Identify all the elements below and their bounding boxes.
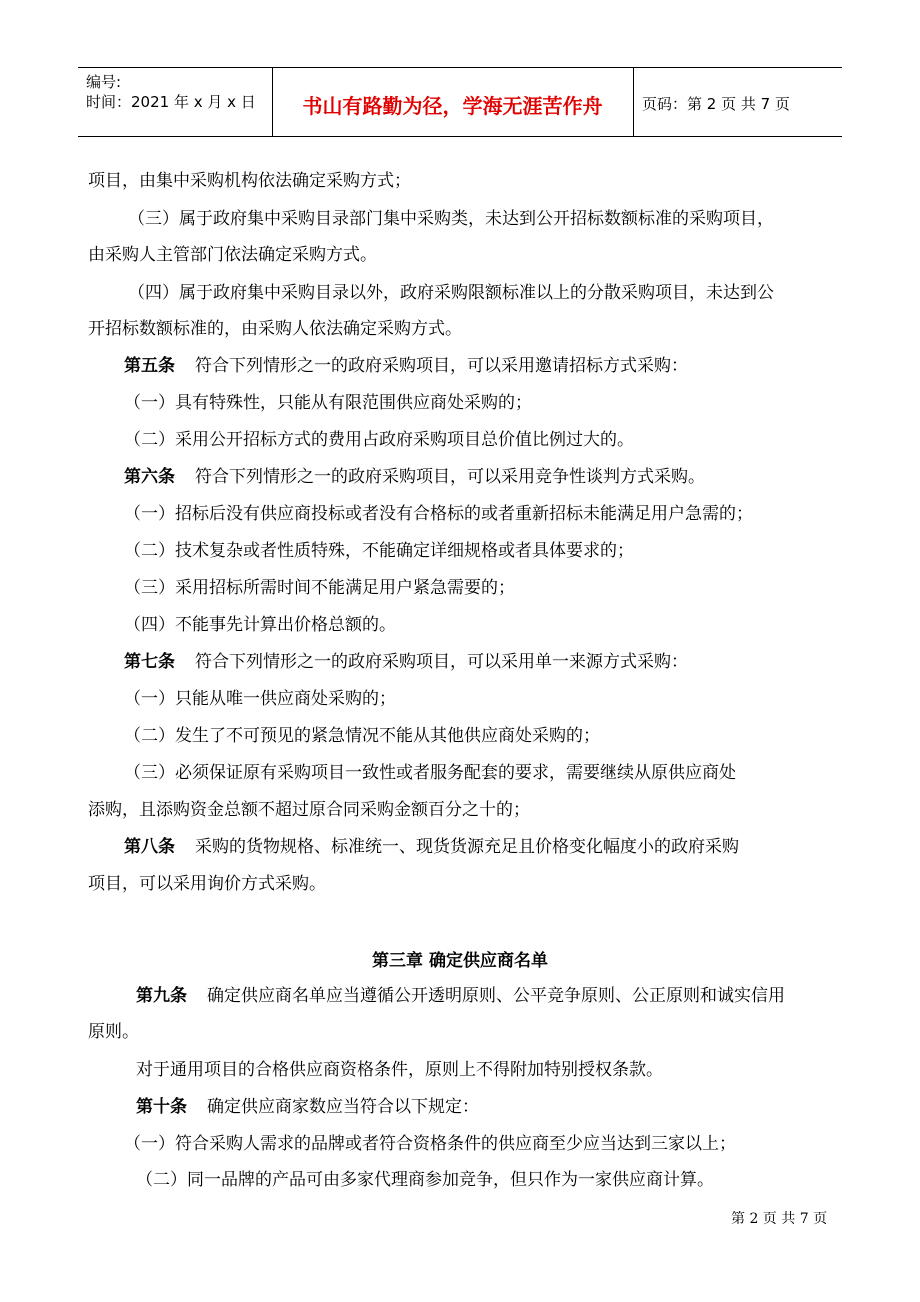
list-item: （一）符合采购人需求的品牌或者符合资格条件的供应商至少应当达到三家以上；: [124, 1134, 736, 1154]
chapter-heading: 第三章 确定供应商名单: [372, 951, 548, 971]
article-text: 符合下列情形之一的政府采购项目，可以采用邀请招标方式采购：: [195, 356, 688, 376]
article-5-heading: [124, 355, 688, 377]
list-item-continuation: 添购，且添购资金总额不超过原合同采购金额百分之十的；: [88, 800, 530, 820]
article-title: 第五条: [124, 356, 175, 376]
header-page-number: 页码：第 2 页 共 7 页: [642, 95, 790, 113]
paragraph-line: （四）属于政府集中采购目录以外，政府采购限额标准以上的分散采购项目，未达到公: [128, 283, 774, 303]
footer-page-number: 第 2 页 共 7 页: [731, 1211, 828, 1227]
list-item: （二）技术复杂或者性质特殊，不能确定详细规格或者具体要求的；: [124, 541, 634, 561]
article-title: 第九条: [136, 986, 187, 1006]
article-title: 第十条: [136, 1097, 187, 1117]
list-item: （二）发生了不可预见的紧急情况不能从其他供应商处采购的；: [124, 726, 600, 746]
paragraph-line: 开招标数额标准的，由采购人依法确定采购方式。: [88, 319, 462, 339]
article-text: 符合下列情形之一的政府采购项目，可以采用单一来源方式采购：: [195, 652, 688, 672]
list-item: （三）必须保证原有采购项目一致性或者服务配套的要求，需要继续从原供应商处: [124, 763, 736, 783]
article-8-heading: [124, 836, 739, 858]
paragraph-line: 对于通用项目的合格供应商资格条件，原则上不得附加特别授权条款。: [136, 1060, 663, 1080]
article-9-heading: [136, 985, 785, 1007]
page-header: [78, 67, 842, 137]
article-10-heading: [136, 1096, 479, 1118]
article-6-heading: [124, 466, 705, 488]
paragraph-line: 项目，可以采用询价方式采购。: [88, 874, 326, 894]
list-item: （二）采用公开招标方式的费用占政府采购项目总价值比例过大的。: [124, 430, 634, 450]
article-title: 第八条: [124, 837, 175, 857]
list-item: （三）采用招标所需时间不能满足用户紧急需要的；: [124, 578, 515, 598]
list-item: （一）招标后没有供应商投标或者没有合格标的或者重新招标未能满足用户急需的；: [124, 504, 753, 524]
list-item: （四）不能事先计算出价格总额的。: [124, 615, 396, 635]
list-item: （一）具有特殊性，只能从有限范围供应商处采购的；: [124, 393, 532, 413]
article-7-heading: [124, 651, 688, 673]
list-item: （二）同一品牌的产品可由多家代理商参加竞争，但只作为一家供应商计算。: [136, 1170, 714, 1190]
serial-label: 编号:: [86, 73, 122, 91]
paragraph-line: （三）属于政府集中采购目录部门集中采购类，未达到公开招标数额标准的采购项目，: [128, 209, 774, 229]
article-title: 第六条: [124, 467, 175, 487]
article-text: 确定供应商名单应当遵循公开透明原则、公平竞争原则、公正原则和诚实信用: [207, 986, 785, 1006]
header-motto-cell: [272, 68, 634, 136]
article-title: 第七条: [124, 652, 175, 672]
header-info-cell: [78, 68, 273, 136]
date-label: 时间：2021 年 x 月 x 日: [86, 93, 256, 111]
header-page-cell: [634, 68, 842, 136]
paragraph-line: 项目，由集中采购机构依法确定采购方式；: [88, 171, 411, 191]
article-text: 采购的货物规格、标准统一、现货货源充足且价格变化幅度小的政府采购: [195, 837, 739, 857]
article-text: 确定供应商家数应当符合以下规定：: [207, 1097, 479, 1117]
motto-text: 书山有路勤为径，学海无涯苦作舟: [302, 94, 603, 118]
article-text: 符合下列情形之一的政府采购项目，可以采用竞争性谈判方式采购。: [195, 467, 705, 487]
paragraph-line: 由采购人主管部门依法确定采购方式。: [88, 245, 377, 265]
paragraph-line: 原则。: [88, 1022, 139, 1042]
list-item: （一）只能从唯一供应商处采购的；: [124, 689, 396, 709]
